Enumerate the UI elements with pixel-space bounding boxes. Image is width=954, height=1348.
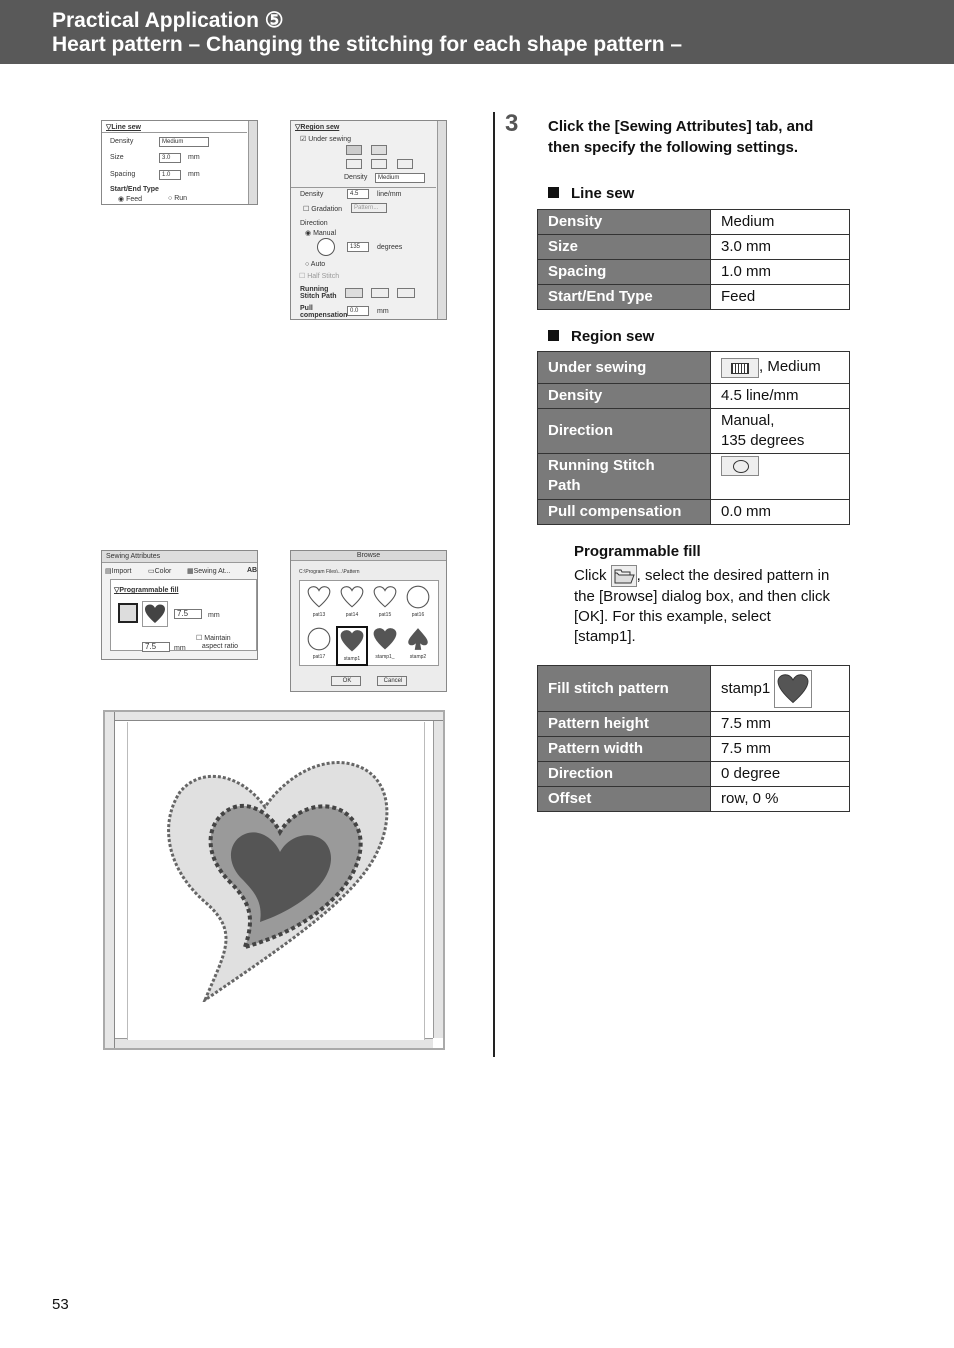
browse-cancel-button[interactable]: Cancel: [377, 676, 407, 686]
running-stitch-path-label: Running Stitch Path: [300, 286, 337, 300]
table-row: [538, 384, 850, 409]
half-stitch-checkbox[interactable]: ☐ Half Stitch: [299, 273, 340, 280]
heart-stamp-icon: [774, 670, 812, 708]
pull-compensation-input[interactable]: 0.0: [347, 306, 369, 316]
line-sew-panel-screenshot: [101, 120, 258, 205]
density-unit: line/mm: [377, 191, 402, 198]
height-unit: mm: [208, 612, 220, 619]
square-bullet-icon: [548, 330, 559, 341]
line-sew-size-input[interactable]: 3.0: [159, 153, 181, 163]
fill-attr-value: 7.5 mm: [711, 737, 850, 762]
direction-degrees-input[interactable]: 135: [347, 242, 369, 252]
auto-radio[interactable]: ○ Auto: [305, 261, 326, 268]
running-stitch-path-value: [711, 454, 850, 500]
browse-thumbnail-label: stamp2: [409, 654, 427, 660]
top-ruler: [105, 712, 443, 721]
region-sew-panel-title: ▽Region sew: [295, 124, 340, 131]
width-unit: mm: [174, 645, 186, 652]
under-sewing-label: Under sewing: [538, 352, 711, 384]
line-sew-spacing-unit: mm: [188, 171, 200, 178]
header-title: Practical Application ⑤: [52, 9, 284, 32]
table-row: [538, 409, 850, 454]
line-sew-attr-value: Medium: [711, 210, 850, 235]
region-sew-scrollbar[interactable]: [437, 121, 446, 319]
sewing-attributes-tab[interactable]: ▦Sewing At...: [187, 568, 231, 575]
fill-attr-label: Pattern height: [538, 712, 711, 737]
table-row: [538, 787, 850, 812]
running-stitch-path-label: Running Stitch Path: [538, 454, 711, 500]
density-label: Density: [538, 384, 711, 409]
fill-attr-value: row, 0 %: [711, 787, 850, 812]
line-sew-spacing-input[interactable]: 1.0: [159, 170, 181, 180]
pull-compensation-label: Pull compensation: [538, 500, 711, 525]
line-sew-run-radio[interactable]: ○ Run: [168, 195, 188, 202]
line-sew-spacing-label: Spacing: [110, 171, 136, 178]
column-divider: [493, 112, 495, 1057]
line-sew-table: [537, 209, 850, 310]
pattern-thumbnail-icon: [369, 626, 401, 654]
line-sew-attr-label: Start/End Type: [538, 285, 711, 310]
line-sew-attr-label: Spacing: [538, 260, 711, 285]
page-header: [0, 0, 954, 64]
pattern-thumbnail-icon: [303, 584, 335, 612]
fill-attr-value: 7.5 mm: [711, 712, 850, 737]
density-label: Density: [300, 191, 324, 198]
table-row: [538, 500, 850, 525]
direction-dial[interactable]: [317, 238, 335, 256]
under-sewing-pattern-icon: [721, 358, 759, 378]
under-sewing-icon-1[interactable]: [346, 145, 362, 155]
table-row: [538, 210, 850, 235]
table-row: [538, 712, 850, 737]
browse-thumbnail-label: pat17: [312, 654, 326, 660]
browse-thumbnail-grid: [299, 580, 439, 666]
table-row: [538, 352, 850, 384]
browse-path: C:\Program Files\...\Pattern: [299, 569, 360, 575]
header-subtitle: Heart pattern – Changing the stitching for each shape pattern –: [52, 33, 683, 56]
browse-ok-button[interactable]: OK: [331, 676, 361, 686]
table-row: [538, 454, 850, 500]
under-sewing-checkbox[interactable]: ☑ Under sewing: [300, 136, 352, 143]
region-sew-panel-screenshot: [290, 120, 447, 320]
import-tab[interactable]: ▤Import: [105, 568, 132, 575]
pull-unit: mm: [377, 308, 389, 315]
browse-thumbnail[interactable]: [336, 626, 368, 666]
browse-thumbnail-label: pat16: [411, 612, 425, 618]
browse-thumbnail[interactable]: [369, 626, 401, 666]
fill-stitch-pattern-value: stamp1: [711, 666, 850, 712]
programmable-fill-text: Click , select the desired pattern in the [Browse] dialog box, and then click [OK]. For this example, select [stamp1].: [574, 566, 830, 645]
folder-open-icon: [611, 565, 637, 587]
table-row: [538, 260, 850, 285]
direction-label: Direction: [300, 220, 328, 227]
line-sew-size-unit: mm: [188, 154, 200, 161]
line-sew-scrollbar[interactable]: [248, 121, 257, 204]
gradation-checkbox[interactable]: ☐ Gradation: [303, 206, 342, 213]
heart-design-canvas-screenshot: [103, 710, 445, 1050]
browse-thumbnail[interactable]: [369, 584, 401, 624]
fill-attr-label: Direction: [538, 762, 711, 787]
pattern-thumbnail-icon: [402, 584, 434, 612]
programmable-fill-table: [537, 665, 850, 812]
fill-attr-value: 0 degree: [711, 762, 850, 787]
under-density-label: Density: [344, 174, 368, 181]
line-sew-panel-title: ▽Line sew: [106, 124, 141, 131]
browse-thumbnail[interactable]: [402, 584, 434, 624]
direction-value: Manual, 135 degrees: [711, 409, 850, 454]
ab-tab[interactable]: AB: [247, 567, 258, 574]
pull-compensation-label: Pull compensation: [300, 305, 348, 319]
table-row: [538, 762, 850, 787]
direction-label: Direction: [538, 409, 711, 454]
sewing-attributes-screenshot: [101, 550, 258, 660]
line-sew-density-select[interactable]: Medium: [159, 137, 209, 147]
table-row: [538, 737, 850, 762]
under-sewing-icon-5[interactable]: [397, 159, 413, 169]
pattern-thumbnail-icon: [336, 584, 368, 612]
vertical-scrollbar[interactable]: [433, 721, 443, 1038]
fill-stitch-pattern-label: Fill stitch pattern: [538, 666, 711, 712]
fill-attr-label: Offset: [538, 787, 711, 812]
step-instruction: Click the [Sewing Attributes] tab, and then specify the following settings.: [548, 118, 814, 156]
left-ruler: [105, 712, 115, 1048]
density-input[interactable]: 4.5: [347, 189, 369, 199]
table-row: [538, 666, 850, 712]
square-bullet-icon: [548, 187, 559, 198]
line-sew-density-label: Density: [110, 138, 134, 145]
browse-thumbnail[interactable]: [336, 584, 368, 624]
browse-thumbnail[interactable]: [402, 626, 434, 666]
heart-pattern-preview-icon: [142, 601, 168, 627]
line-sew-size-label: Size: [110, 154, 124, 161]
region-sew-table: [537, 351, 850, 525]
pattern-thumbnail-icon: [369, 584, 401, 612]
line-sew-attr-value: Feed: [711, 285, 850, 310]
programmable-fill-section: ▽Programmable fill: [114, 587, 179, 594]
under-sewing-icon-4[interactable]: [371, 159, 387, 169]
line-sew-attr-value: 1.0 mm: [711, 260, 850, 285]
pattern-thumbnail-icon: [402, 626, 434, 654]
table-row: [538, 235, 850, 260]
step-number: 3: [505, 110, 519, 137]
running-path-icon-1[interactable]: [345, 288, 363, 298]
pattern-width-input[interactable]: 7.5: [142, 642, 170, 652]
manual-radio[interactable]: ◉ Manual: [305, 230, 337, 237]
running-stitch-path-icon: [721, 456, 759, 476]
browse-thumbnail-label: pat15: [378, 612, 392, 618]
page-number: 53: [52, 1296, 69, 1313]
line-sew-heading: Line sew: [548, 185, 634, 202]
line-sew-feed-radio[interactable]: ◉ Feed: [118, 196, 143, 203]
under-sewing-icon-3[interactable]: [346, 159, 362, 169]
under-sewing-icon-2[interactable]: [371, 145, 387, 155]
browse-dialog-screenshot: [290, 550, 447, 692]
running-path-icon-2[interactable]: [371, 288, 389, 298]
color-tab[interactable]: ▭Color: [148, 568, 172, 575]
browse-thumbnail-label: stamp1_: [375, 654, 395, 660]
under-density-select[interactable]: Medium: [375, 173, 425, 183]
browse-thumbnail[interactable]: [303, 626, 335, 666]
programmable-fill-heading: Programmable fill: [574, 543, 701, 560]
heart-embroidery-design: [145, 752, 405, 1002]
under-sewing-value: , Medium: [711, 352, 850, 384]
browse-thumbnail-label: pat13: [312, 612, 326, 618]
pattern-thumbnail-icon: [338, 628, 366, 656]
browse-thumbnail-label: stamp1: [343, 656, 361, 662]
browse-dialog-title: Browse: [291, 551, 446, 561]
line-sew-start-end-label: Start/End Type: [110, 186, 159, 193]
line-sew-attr-label: Density: [538, 210, 711, 235]
density-value: 4.5 line/mm: [711, 384, 850, 409]
maintain-aspect-checkbox[interactable]: ☐ Maintain aspect ratio: [196, 635, 239, 650]
fill-attr-label: Pattern width: [538, 737, 711, 762]
table-row: [538, 285, 850, 310]
browse-thumbnail-label: pat14: [345, 612, 359, 618]
browse-thumbnail[interactable]: [303, 584, 335, 624]
sewing-attributes-title: Sewing Attributes: [102, 551, 257, 563]
running-path-icon-3[interactable]: [397, 288, 415, 298]
pull-compensation-value: 0.0 mm: [711, 500, 850, 525]
pattern-height-input[interactable]: 7.5: [174, 609, 202, 619]
pattern-thumbnail-icon: [303, 626, 335, 654]
pattern-button[interactable]: Pattern...: [351, 203, 387, 213]
browse-folder-button[interactable]: [118, 603, 138, 623]
degrees-unit: degrees: [377, 244, 403, 251]
line-sew-attr-label: Size: [538, 235, 711, 260]
region-sew-heading: Region sew: [548, 328, 654, 345]
line-sew-attr-value: 3.0 mm: [711, 235, 850, 260]
